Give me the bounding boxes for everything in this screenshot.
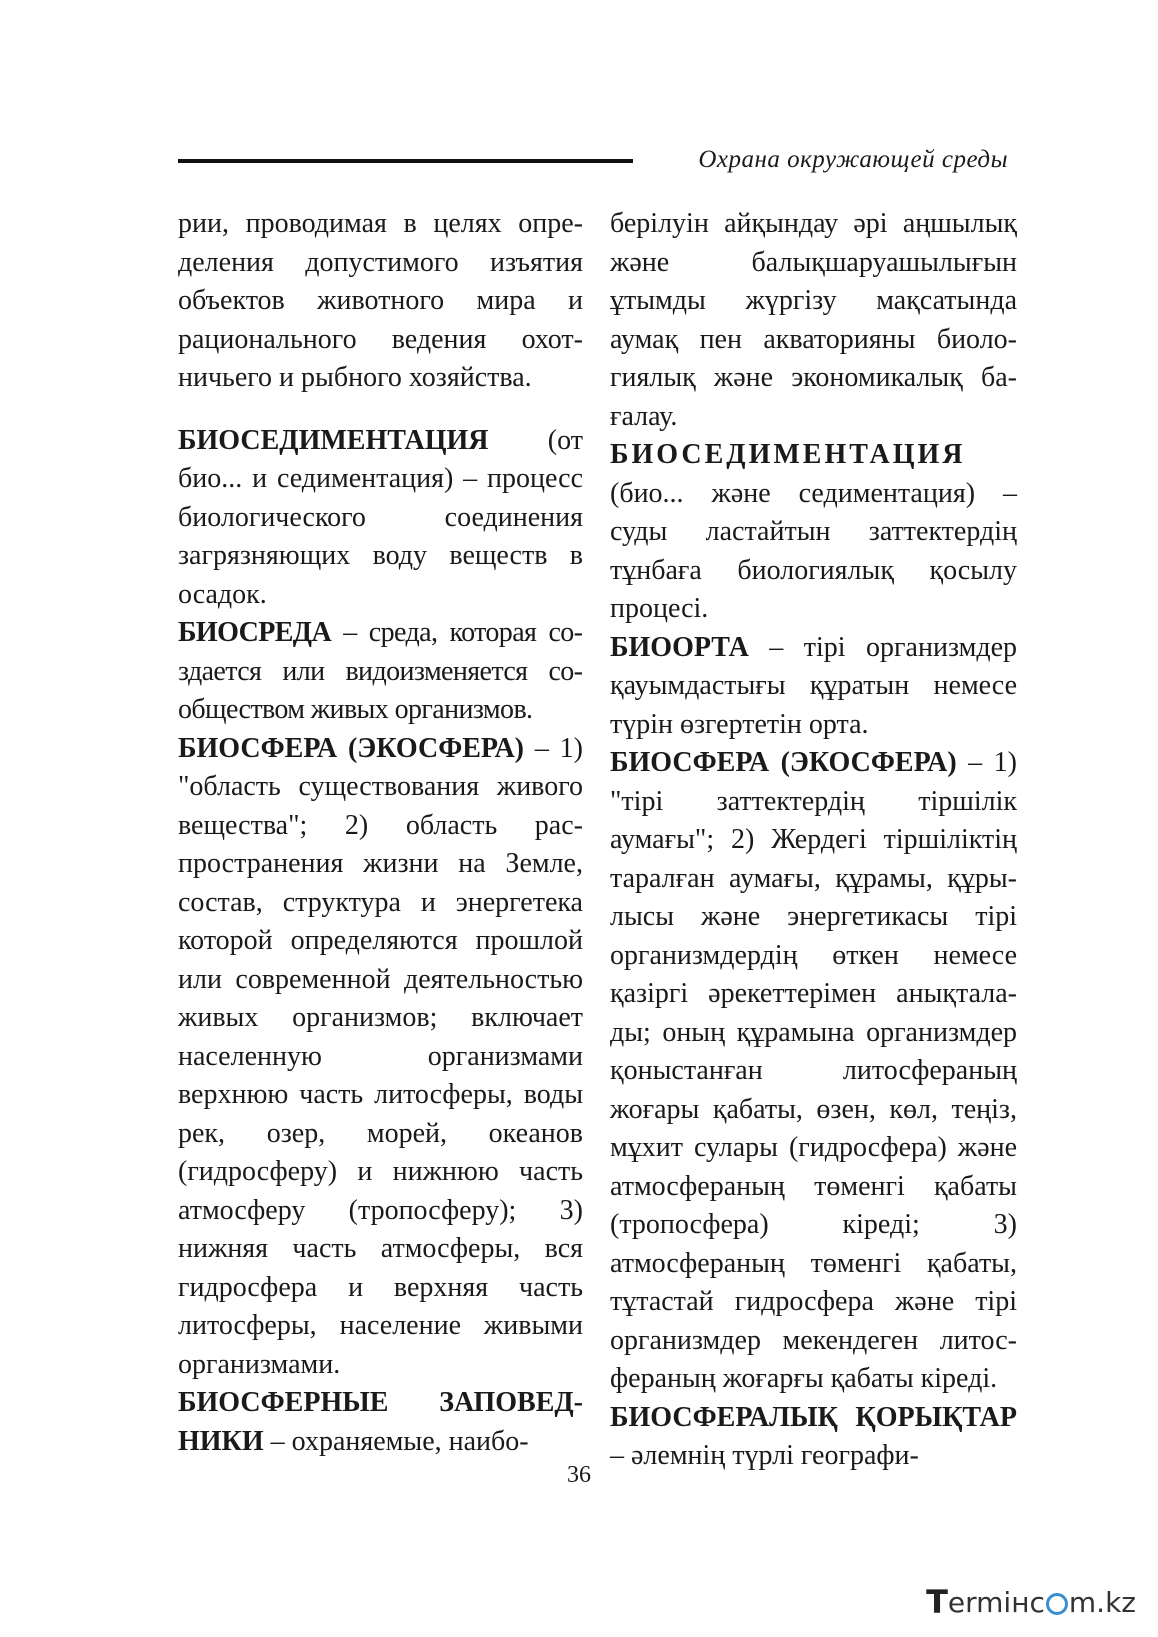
entry-biosphere-reserves	[178, 1384, 583, 1461]
entry-biosphere	[178, 730, 583, 1385]
entry-term: БИОСЕДИМЕНТАЦИЯ	[178, 424, 489, 456]
entry-text: – 1) "тірі заттектердің тіршілік аумағы"; 2) Жердегі тіршіліктің таралған аумағы, құрамы, құрылысы және энергетикасы тірі организмдердің өткен немесе қазіргі әрекеттерімен анықталады; оның құрамына организмдер қоныстанған литосфераның жоғары қабаты, өзен, көл, теңіз, мұхит сулары (гидросфера) және атмосфераның төменгі қабаты (тропосфера) кіреді; 3) атмосфераның төменгі қабаты, тұтастай гидросфера және тірі организмдер мекендеген литосфераның жоғарғы қабаты кіреді.	[610, 747, 1018, 1394]
entry-text: (от био... и седиментация) – процесс биологического соединения загрязняющих воду веществ в осадок.	[178, 424, 583, 610]
termincom-watermark	[926, 1580, 1136, 1624]
entry-term: БИООРТА	[610, 631, 749, 663]
entry-biosphere-kk	[610, 744, 1017, 1399]
entry-text: берілуін айқындау әрі аңшылық және балықшаруашылығын ұтымды жүргізу мақсатында аумақ пен акваторияны биологиялық және экономикалық бағалау.	[610, 208, 1017, 432]
running-header-title: Охрана окружающей среды	[698, 146, 1008, 173]
entry-biosedimentation-kk	[610, 436, 1017, 629]
entry-continuation	[610, 205, 1017, 436]
watermark-domain: m.kz	[1068, 1585, 1136, 1619]
entry-continuation	[178, 205, 583, 398]
entry-text: рии, проводимая в целях определения допустимого изъятия объектов животного мира и рационального ведения охотничьего и рыбного хозяйства.	[178, 208, 583, 393]
entry-term: БИОСФЕРА (ЭКОСФЕРА)	[178, 732, 524, 764]
watermark-o-icon	[1046, 1593, 1068, 1615]
entry-term: БИОСФЕРНЫЕ ЗАПОВЕДНИКИ	[178, 1387, 583, 1457]
entry-term: БИОСЕДИМЕНТАЦИЯ	[610, 439, 966, 470]
left-column	[178, 205, 583, 1461]
entry-term: БИОСФЕРАЛЫҚ ҚОРЫҚТАР	[610, 1401, 1017, 1433]
entry-text: – среда, которая создается или видоизменяется сообществом живых организмов.	[178, 617, 583, 725]
watermark-text: ermінc	[947, 1585, 1045, 1619]
entry-term: БИОСРЕДА	[178, 617, 332, 648]
entry-text: – тірі организмдер қауымдастығы құратын немесе түрін өзгертетін орта.	[610, 631, 1017, 740]
header-rule	[178, 159, 633, 163]
page-number: 36	[567, 1462, 591, 1488]
watermark-letter: T	[926, 1583, 948, 1621]
entry-text: – 1) "область существования живого вещества"; 2) область распространения жизни на Земле, состав, структура и энергетека которой определяются прошлой или современной деятельностью живых организмов; включает населенную организмами верхнюю часть литосферы, воды рек, озер, морей, океанов (гидросферу) и нижнюю часть атмосферу (тропосферу); 3) нижняя часть атмосферы, вся гидросфера и верхняя часть литосферы, население живыми организмами.	[178, 732, 584, 1380]
entry-biosreda	[178, 614, 583, 730]
entry-text: – әлемнің түрлі географи-	[610, 1440, 919, 1471]
entry-biosedimentation	[178, 422, 583, 615]
entry-term: БИОСФЕРА (ЭКОСФЕРА)	[610, 747, 957, 778]
entry-text: – охраняемые, наибо-	[263, 1425, 529, 1457]
right-column	[610, 205, 1017, 1476]
entry-text: (био... және седиментация) – суды ластайтын заттектердің тұнбаға биологиялық қосылу процесі.	[610, 477, 1017, 624]
entry-bioorta	[610, 629, 1017, 745]
